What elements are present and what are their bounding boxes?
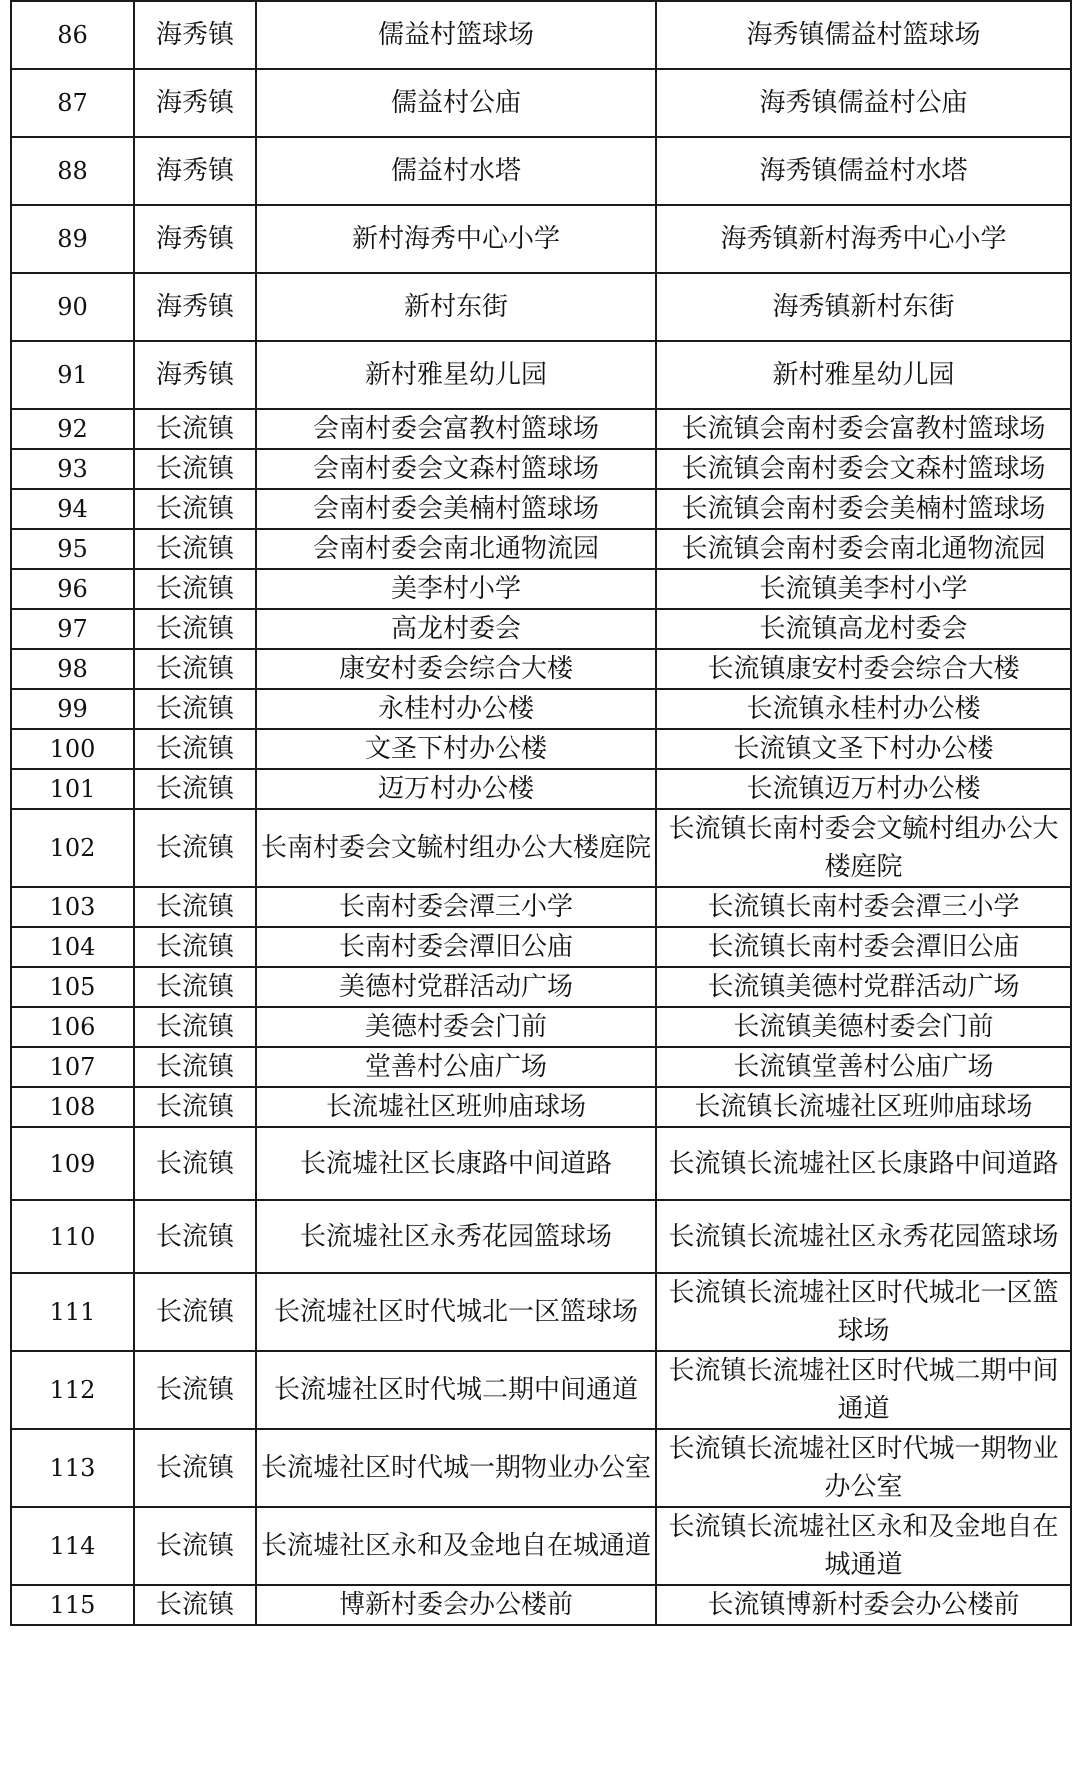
row-number: 106	[11, 1007, 134, 1047]
full-name-cell: 海秀镇儒益村篮球场	[656, 1, 1071, 69]
town-cell: 长流镇	[134, 529, 256, 569]
row-number: 107	[11, 1047, 134, 1087]
row-number: 90	[11, 273, 134, 341]
full-name-cell: 海秀镇新村海秀中心小学	[656, 205, 1071, 273]
row-number: 101	[11, 769, 134, 809]
table-row	[11, 1087, 1071, 1127]
site-cell: 长流墟社区时代城北一区篮球场	[256, 1273, 656, 1351]
town-cell: 长流镇	[134, 1087, 256, 1127]
site-cell: 长南村委会潭旧公庙	[256, 927, 656, 967]
table-row	[11, 769, 1071, 809]
row-number: 114	[11, 1507, 134, 1585]
row-number: 92	[11, 409, 134, 449]
town-cell: 海秀镇	[134, 69, 256, 137]
full-name-cell: 长流镇会南村委会美楠村篮球场	[656, 489, 1071, 529]
town-cell: 长流镇	[134, 1200, 256, 1273]
full-name-cell: 海秀镇儒益村水塔	[656, 137, 1071, 205]
row-number: 96	[11, 569, 134, 609]
site-cell: 儒益村篮球场	[256, 1, 656, 69]
table-row	[11, 809, 1071, 887]
town-cell: 长流镇	[134, 409, 256, 449]
full-name-cell: 长流镇长南村委会潭三小学	[656, 887, 1071, 927]
town-cell: 海秀镇	[134, 137, 256, 205]
table-row	[11, 609, 1071, 649]
row-number: 86	[11, 1, 134, 69]
table-row	[11, 273, 1071, 341]
table-row	[11, 449, 1071, 489]
town-cell: 长流镇	[134, 809, 256, 887]
site-cell: 美德村党群活动广场	[256, 967, 656, 1007]
town-cell: 长流镇	[134, 569, 256, 609]
site-cell: 长流墟社区班帅庙球场	[256, 1087, 656, 1127]
town-cell: 长流镇	[134, 967, 256, 1007]
row-number: 105	[11, 967, 134, 1007]
site-cell: 堂善村公庙广场	[256, 1047, 656, 1087]
row-number: 108	[11, 1087, 134, 1127]
full-name-cell: 长流镇康安村委会综合大楼	[656, 649, 1071, 689]
site-cell: 长流墟社区永秀花园篮球场	[256, 1200, 656, 1273]
site-cell: 会南村委会南北通物流园	[256, 529, 656, 569]
full-name-cell: 长流镇迈万村办公楼	[656, 769, 1071, 809]
full-name-cell: 长流镇长流墟社区长康路中间道路	[656, 1127, 1071, 1200]
site-cell: 康安村委会综合大楼	[256, 649, 656, 689]
table-row	[11, 569, 1071, 609]
table-row	[11, 689, 1071, 729]
full-name-cell: 长流镇美李村小学	[656, 569, 1071, 609]
town-cell: 长流镇	[134, 449, 256, 489]
town-cell: 长流镇	[134, 1429, 256, 1507]
full-name-cell: 长流镇永桂村办公楼	[656, 689, 1071, 729]
row-number: 89	[11, 205, 134, 273]
town-cell: 海秀镇	[134, 273, 256, 341]
table-row	[11, 1007, 1071, 1047]
row-number: 95	[11, 529, 134, 569]
table-row	[11, 1273, 1071, 1351]
site-cell: 长流墟社区长康路中间道路	[256, 1127, 656, 1200]
row-number: 91	[11, 341, 134, 409]
full-name-cell: 长流镇会南村委会南北通物流园	[656, 529, 1071, 569]
table-row	[11, 489, 1071, 529]
row-number: 110	[11, 1200, 134, 1273]
site-table-body	[11, 1, 1071, 1625]
town-cell: 海秀镇	[134, 341, 256, 409]
row-number: 94	[11, 489, 134, 529]
site-cell: 美德村委会门前	[256, 1007, 656, 1047]
row-number: 111	[11, 1273, 134, 1351]
row-number: 103	[11, 887, 134, 927]
full-name-cell: 海秀镇儒益村公庙	[656, 69, 1071, 137]
site-cell: 长南村委会潭三小学	[256, 887, 656, 927]
table-row	[11, 69, 1071, 137]
table-row	[11, 529, 1071, 569]
town-cell: 长流镇	[134, 689, 256, 729]
row-number: 97	[11, 609, 134, 649]
site-cell: 长南村委会文毓村组办公大楼庭院	[256, 809, 656, 887]
table-row	[11, 1, 1071, 69]
full-name-cell: 长流镇长流墟社区班帅庙球场	[656, 1087, 1071, 1127]
town-cell: 长流镇	[134, 1273, 256, 1351]
full-name-cell: 长流镇长流墟社区时代城二期中间通道	[656, 1351, 1071, 1429]
town-cell: 海秀镇	[134, 1, 256, 69]
row-number: 100	[11, 729, 134, 769]
table-row	[11, 887, 1071, 927]
table-row	[11, 409, 1071, 449]
town-cell: 长流镇	[134, 1507, 256, 1585]
full-name-cell: 海秀镇新村东街	[656, 273, 1071, 341]
town-cell: 长流镇	[134, 489, 256, 529]
site-cell: 儒益村公庙	[256, 69, 656, 137]
town-cell: 长流镇	[134, 1007, 256, 1047]
row-number: 98	[11, 649, 134, 689]
town-cell: 长流镇	[134, 1585, 256, 1625]
table-row	[11, 1127, 1071, 1200]
table-row	[11, 137, 1071, 205]
full-name-cell: 长流镇长南村委会潭旧公庙	[656, 927, 1071, 967]
site-table	[10, 0, 1072, 1626]
full-name-cell: 长流镇博新村委会办公楼前	[656, 1585, 1071, 1625]
row-number: 99	[11, 689, 134, 729]
site-cell: 长流墟社区时代城一期物业办公室	[256, 1429, 656, 1507]
town-cell: 长流镇	[134, 1047, 256, 1087]
full-name-cell: 长流镇会南村委会富教村篮球场	[656, 409, 1071, 449]
row-number: 87	[11, 69, 134, 137]
row-number: 102	[11, 809, 134, 887]
site-cell: 会南村委会美楠村篮球场	[256, 489, 656, 529]
town-cell: 长流镇	[134, 609, 256, 649]
site-cell: 新村海秀中心小学	[256, 205, 656, 273]
table-row	[11, 1507, 1071, 1585]
table-row	[11, 1585, 1071, 1625]
site-cell: 博新村委会办公楼前	[256, 1585, 656, 1625]
row-number: 109	[11, 1127, 134, 1200]
full-name-cell: 长流镇美德村委会门前	[656, 1007, 1071, 1047]
row-number: 104	[11, 927, 134, 967]
site-cell: 会南村委会文森村篮球场	[256, 449, 656, 489]
site-cell: 高龙村委会	[256, 609, 656, 649]
site-cell: 新村东街	[256, 273, 656, 341]
row-number: 93	[11, 449, 134, 489]
document-page	[10, 0, 1070, 1765]
town-cell: 海秀镇	[134, 205, 256, 273]
table-row	[11, 205, 1071, 273]
full-name-cell: 长流镇高龙村委会	[656, 609, 1071, 649]
town-cell: 长流镇	[134, 1351, 256, 1429]
row-number: 88	[11, 137, 134, 205]
full-name-cell: 新村雅星幼儿园	[656, 341, 1071, 409]
full-name-cell: 长流镇长流墟社区永秀花园篮球场	[656, 1200, 1071, 1273]
table-row	[11, 1200, 1071, 1273]
town-cell: 长流镇	[134, 887, 256, 927]
site-cell: 会南村委会富教村篮球场	[256, 409, 656, 449]
table-row	[11, 649, 1071, 689]
row-number: 115	[11, 1585, 134, 1625]
site-cell: 美李村小学	[256, 569, 656, 609]
full-name-cell: 长流镇堂善村公庙广场	[656, 1047, 1071, 1087]
town-cell: 长流镇	[134, 927, 256, 967]
row-number: 112	[11, 1351, 134, 1429]
full-name-cell: 长流镇文圣下村办公楼	[656, 729, 1071, 769]
table-row	[11, 1047, 1071, 1087]
site-cell: 新村雅星幼儿园	[256, 341, 656, 409]
site-cell: 永桂村办公楼	[256, 689, 656, 729]
site-cell: 儒益村水塔	[256, 137, 656, 205]
site-cell: 长流墟社区时代城二期中间通道	[256, 1351, 656, 1429]
table-row	[11, 1429, 1071, 1507]
full-name-cell: 长流镇长流墟社区时代城北一区篮球场	[656, 1273, 1071, 1351]
table-row	[11, 967, 1071, 1007]
table-row	[11, 729, 1071, 769]
site-cell: 迈万村办公楼	[256, 769, 656, 809]
table-row	[11, 341, 1071, 409]
site-cell: 长流墟社区永和及金地自在城通道	[256, 1507, 656, 1585]
full-name-cell: 长流镇美德村党群活动广场	[656, 967, 1071, 1007]
full-name-cell: 长流镇长南村委会文毓村组办公大楼庭院	[656, 809, 1071, 887]
full-name-cell: 长流镇长流墟社区时代城一期物业办公室	[656, 1429, 1071, 1507]
town-cell: 长流镇	[134, 729, 256, 769]
row-number: 113	[11, 1429, 134, 1507]
full-name-cell: 长流镇会南村委会文森村篮球场	[656, 449, 1071, 489]
table-row	[11, 927, 1071, 967]
town-cell: 长流镇	[134, 769, 256, 809]
full-name-cell: 长流镇长流墟社区永和及金地自在城通道	[656, 1507, 1071, 1585]
town-cell: 长流镇	[134, 649, 256, 689]
town-cell: 长流镇	[134, 1127, 256, 1200]
site-cell: 文圣下村办公楼	[256, 729, 656, 769]
table-row	[11, 1351, 1071, 1429]
